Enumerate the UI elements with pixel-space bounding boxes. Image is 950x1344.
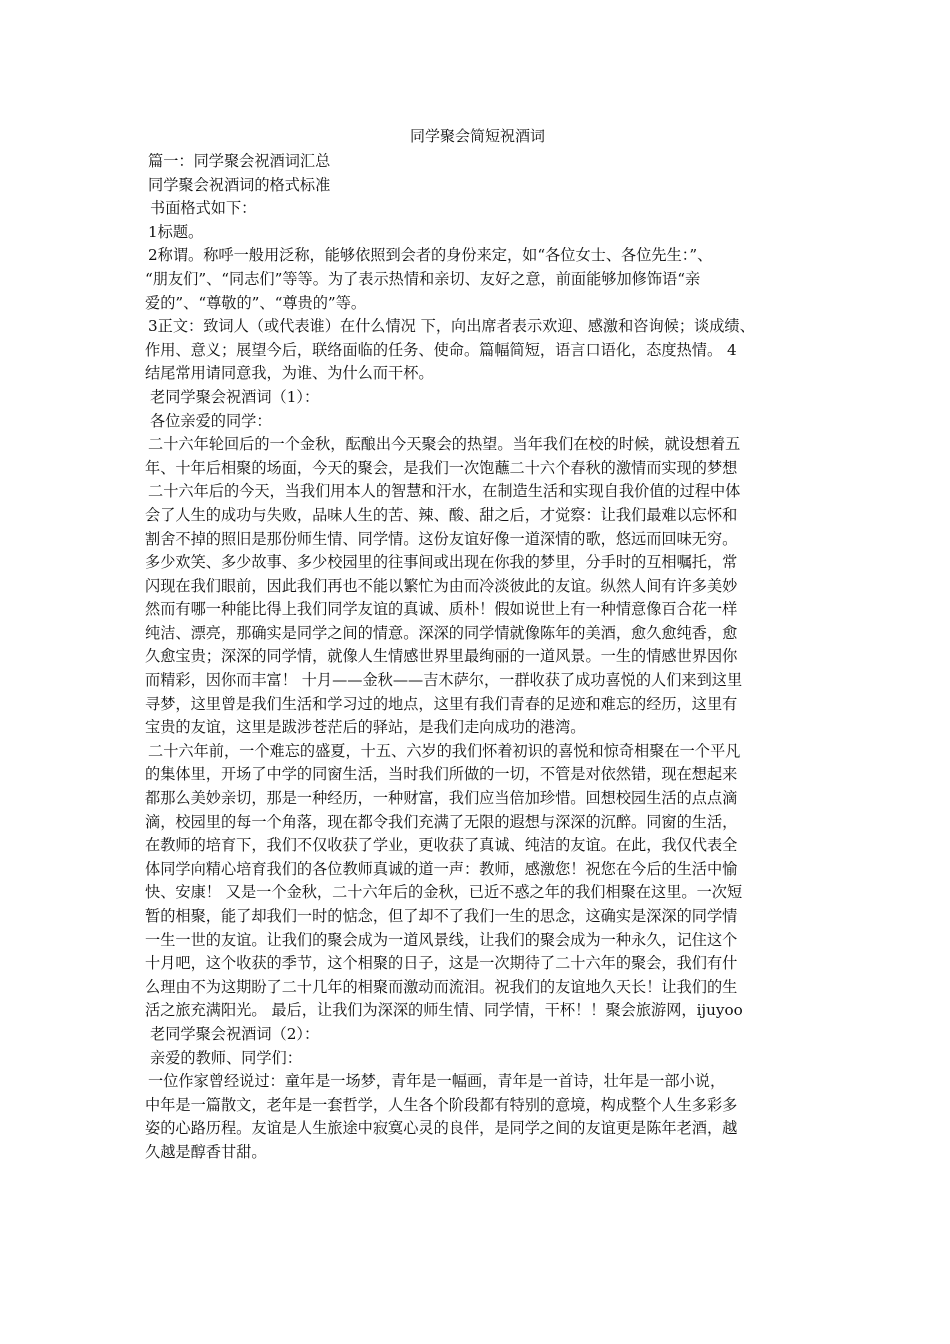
text-line: 姿的心路历程。友谊是人生旅途中寂寞心灵的良伴，是同学之间的友谊更是陈年老酒，越 [145,1119,738,1138]
document-page [145,124,810,1165]
text-line: 多少欢笑、多少故事、多少校园里的往事间或出现在你我的梦里，分手时的互相嘱托，常 [145,553,738,572]
document-body [145,150,810,1165]
text-line: 割舍不掉的照旧是那份师生情、同学情。这份友谊好像一道深情的歌，悠远而回味无穷。 [145,529,738,548]
text-line: 1标题。 [148,222,204,241]
text-line: 久越是醇香甘甜。 [145,1142,267,1161]
document-title: 同学聚会简短祝酒词 [409,127,545,145]
text-line: 十月吧，这个收获的季节，这个相聚的日子，这是一次期待了二十六年的聚会，我们有什 [145,954,738,973]
section-heading: 老同学聚会祝酒词（1）： [150,387,320,406]
text-line: 中年是一篇散文，老年是一套哲学，人生各个阶段都有特别的意境，构成整个人生多彩多 [145,1095,738,1114]
text-line: 书面格式如下： [150,199,257,218]
text-line: 在教师的培育下，我们不仅收获了学业，更收获了真诚、纯洁的友谊。在此，我仅代表全 [145,836,738,855]
section-heading: 篇一：同学聚会祝酒词汇总 [148,152,331,170]
text-line: 结尾常用请同意我，为谁、为什么而干杯。 [145,364,434,383]
text-line: 寻梦，这里曾是我们生活和学习过的地点，这里有我们青春的足迹和难忘的经历，这里有 [145,694,738,713]
text-line: 体同学向精心培育我们的各位教师真诚的道一声：教师，感激您！祝您在今后的生活中愉 [145,859,738,878]
text-line: 二十六年轮回后的一个金秋，酝酿出今天聚会的热望。当年我们在校的时候，就设想着五 [148,435,741,454]
text-line: 而精彩，因你而丰富！ 十月——金秋——吉木萨尔，一群收获了成功喜悦的人们来到这里 [145,671,743,690]
text-line: 然而有哪一种能比得上我们同学友谊的真诚、质朴！假如说世上有一种情意像百合花一样 [145,600,738,619]
text-line: 纯洁、漂亮，那确实是同学之间的情意。深深的同学情就像陈年的美酒，愈久愈纯香，愈 [145,623,738,642]
text-line: 快、安康！ 又是一个金秋，二十六年后的金秋，已近不惑之年的我们相聚在这里。一次短 [145,883,743,902]
text-line: 二十六年后的今天，当我们用本人的智慧和汗水，在制造生活和实现自我价值的过程中体 [148,482,741,501]
text-line: 暂的相聚，能了却我们一时的惦念，但了却不了我们一生的思念，这确实是深深的同学情 [145,907,738,925]
text-line: 年、十年后相聚的场面，今天的聚会，是我们一次饱蘸二十六个春秋的激情而实现的梦想 [145,458,738,477]
salutation: 各位亲爱的同学： [150,411,272,430]
text-line: 爱的”、“尊敬的”、“尊贵的”等。 [145,293,367,312]
text-line: 2称谓。称呼一般用泛称，能够依照到会者的身份来定，如“各位女士、各位先生：”、 [148,246,713,265]
section-heading: 老同学聚会祝酒词（2）： [150,1024,320,1043]
subheading: 同学聚会祝酒词的格式标准 [148,175,331,194]
text-line: 的集体里，开场了中学的同窗生活，当时我们所做的一切，不管是对依然错，现在想起来 [145,765,738,784]
text-line: 3正文：致词人（或代表谁）在什么情况 下，向出席者表示欢迎、感激和咨询候；谈成绩、 [148,317,755,336]
text-line: 作用、意义；展望今后，联络面临的任务、使命。篇幅简短，语言口语化，态度热情。 4 [145,340,737,359]
text-line: 闪现在我们眼前，因此我们再也不能以繁忙为由而冷淡彼此的友谊。纵然人间有许多美妙 [145,576,738,595]
text-line: 滴，校园里的每一个角落，现在都令我们充满了无限的遐想与深深的沉醉。同窗的生活， [145,812,738,831]
salutation: 亲爱的教师、同学们： [150,1048,302,1067]
text-line: 活之旅充满阳光。 最后，让我们为深深的师生情、同学情，干杯！！聚会旅游网，ijuyoo [145,1001,743,1020]
text-line: 二十六年前，一个难忘的盛夏，十五、六岁的我们怀着初识的喜悦和惊奇相聚在一个平凡 [148,741,741,760]
text-line: 一位作家曾经说过：童年是一场梦，青年是一幅画，青年是一首诗，壮年是一部小说， [148,1072,726,1091]
text-line: 一生一世的友谊。让我们的聚会成为一道风景线，让我们的聚会成为一种永久，记住这个 [145,930,738,949]
text-line: 宝贵的友谊，这里是跋涉苍茫后的驿站，是我们走向成功的港湾。 [145,718,586,737]
text-line: “朋友们”、“同志们”等等。为了表示热情和亲切、友好之意，前面能够加修饰语“亲 [145,269,701,288]
text-line: 会了人生的成功与失败，品味人生的苦、辣、酸、甜之后，才觉察：让我们最难以忘怀和 [145,505,738,524]
text-line: 都那么美妙亲切，那是一种经历，一种财富，我们应当倍加珍惜。回想校园生活的点点滴 [145,789,738,808]
text-line: 么理由不为这期盼了二十几年的相聚而激动而流泪。祝我们的友谊地久天长！让我们的生 [145,977,738,996]
text-line: 久愈宝贵；深深的同学情，就像人生情感世界里最绚丽的一道风景。一生的情感世界因你 [145,647,738,666]
